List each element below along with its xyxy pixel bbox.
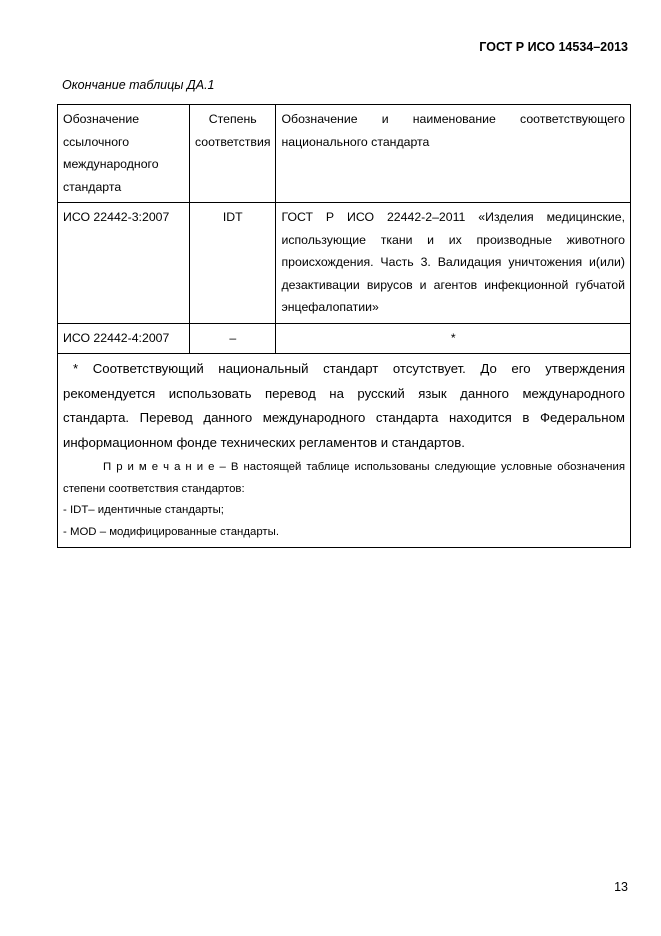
table-footnote-row xyxy=(58,354,631,548)
document-header: ГОСТ Р ИСО 14534–2013 xyxy=(479,40,628,54)
row-national-standard: * xyxy=(276,323,631,354)
correspondence-table xyxy=(57,104,631,548)
table-caption: Окончание таблицы ДА.1 xyxy=(62,78,215,92)
table-row xyxy=(58,203,631,324)
row-degree: IDT xyxy=(190,203,276,324)
note-label: П р и м е ч а н и е xyxy=(103,461,215,474)
footnote-text: * Соответствующий национальный стандарт отсутствует. До его утверждения рекомендуется использовать перевод на русский язык данного международного стандарта. Перевод данного международного стандарта находится в Федеральном информационном фонде технических регламентов и стандартов. xyxy=(63,361,625,450)
table-row xyxy=(58,323,631,354)
row-ref-standard: ИСО 22442-4:2007 xyxy=(58,323,190,354)
header-degree: Степень соответствия xyxy=(190,105,276,203)
header-national-standard: Обозначение и наименование соответствующего национального стандарта xyxy=(276,105,631,203)
footnote-cell xyxy=(58,354,631,548)
note-paragraph xyxy=(63,457,625,500)
row-ref-standard: ИСО 22442-3:2007 xyxy=(58,203,190,324)
note-text: – В настоящей таблице использованы следующие условные обозначения степени соответствия стандартов: xyxy=(63,461,625,495)
row-degree: – xyxy=(190,323,276,354)
note-item-mod: - MOD – модифицированные стандарты. xyxy=(63,525,279,538)
table-header-row xyxy=(58,105,631,203)
row-national-standard: ГОСТ Р ИСО 22442-2–2011 «Изделия медицинские, использующие ткани и их производные животного происхождения. Часть 3. Валидация уничтожения и(или) дезактивации вирусов и агентов инфекционной губчатой энцефалопатии» xyxy=(276,203,631,324)
page-number: 13 xyxy=(614,880,628,894)
note-item-idt: - IDT– идентичные стандарты; xyxy=(63,504,224,517)
header-ref-standard: Обозначение ссылочного международного стандарта xyxy=(58,105,190,203)
